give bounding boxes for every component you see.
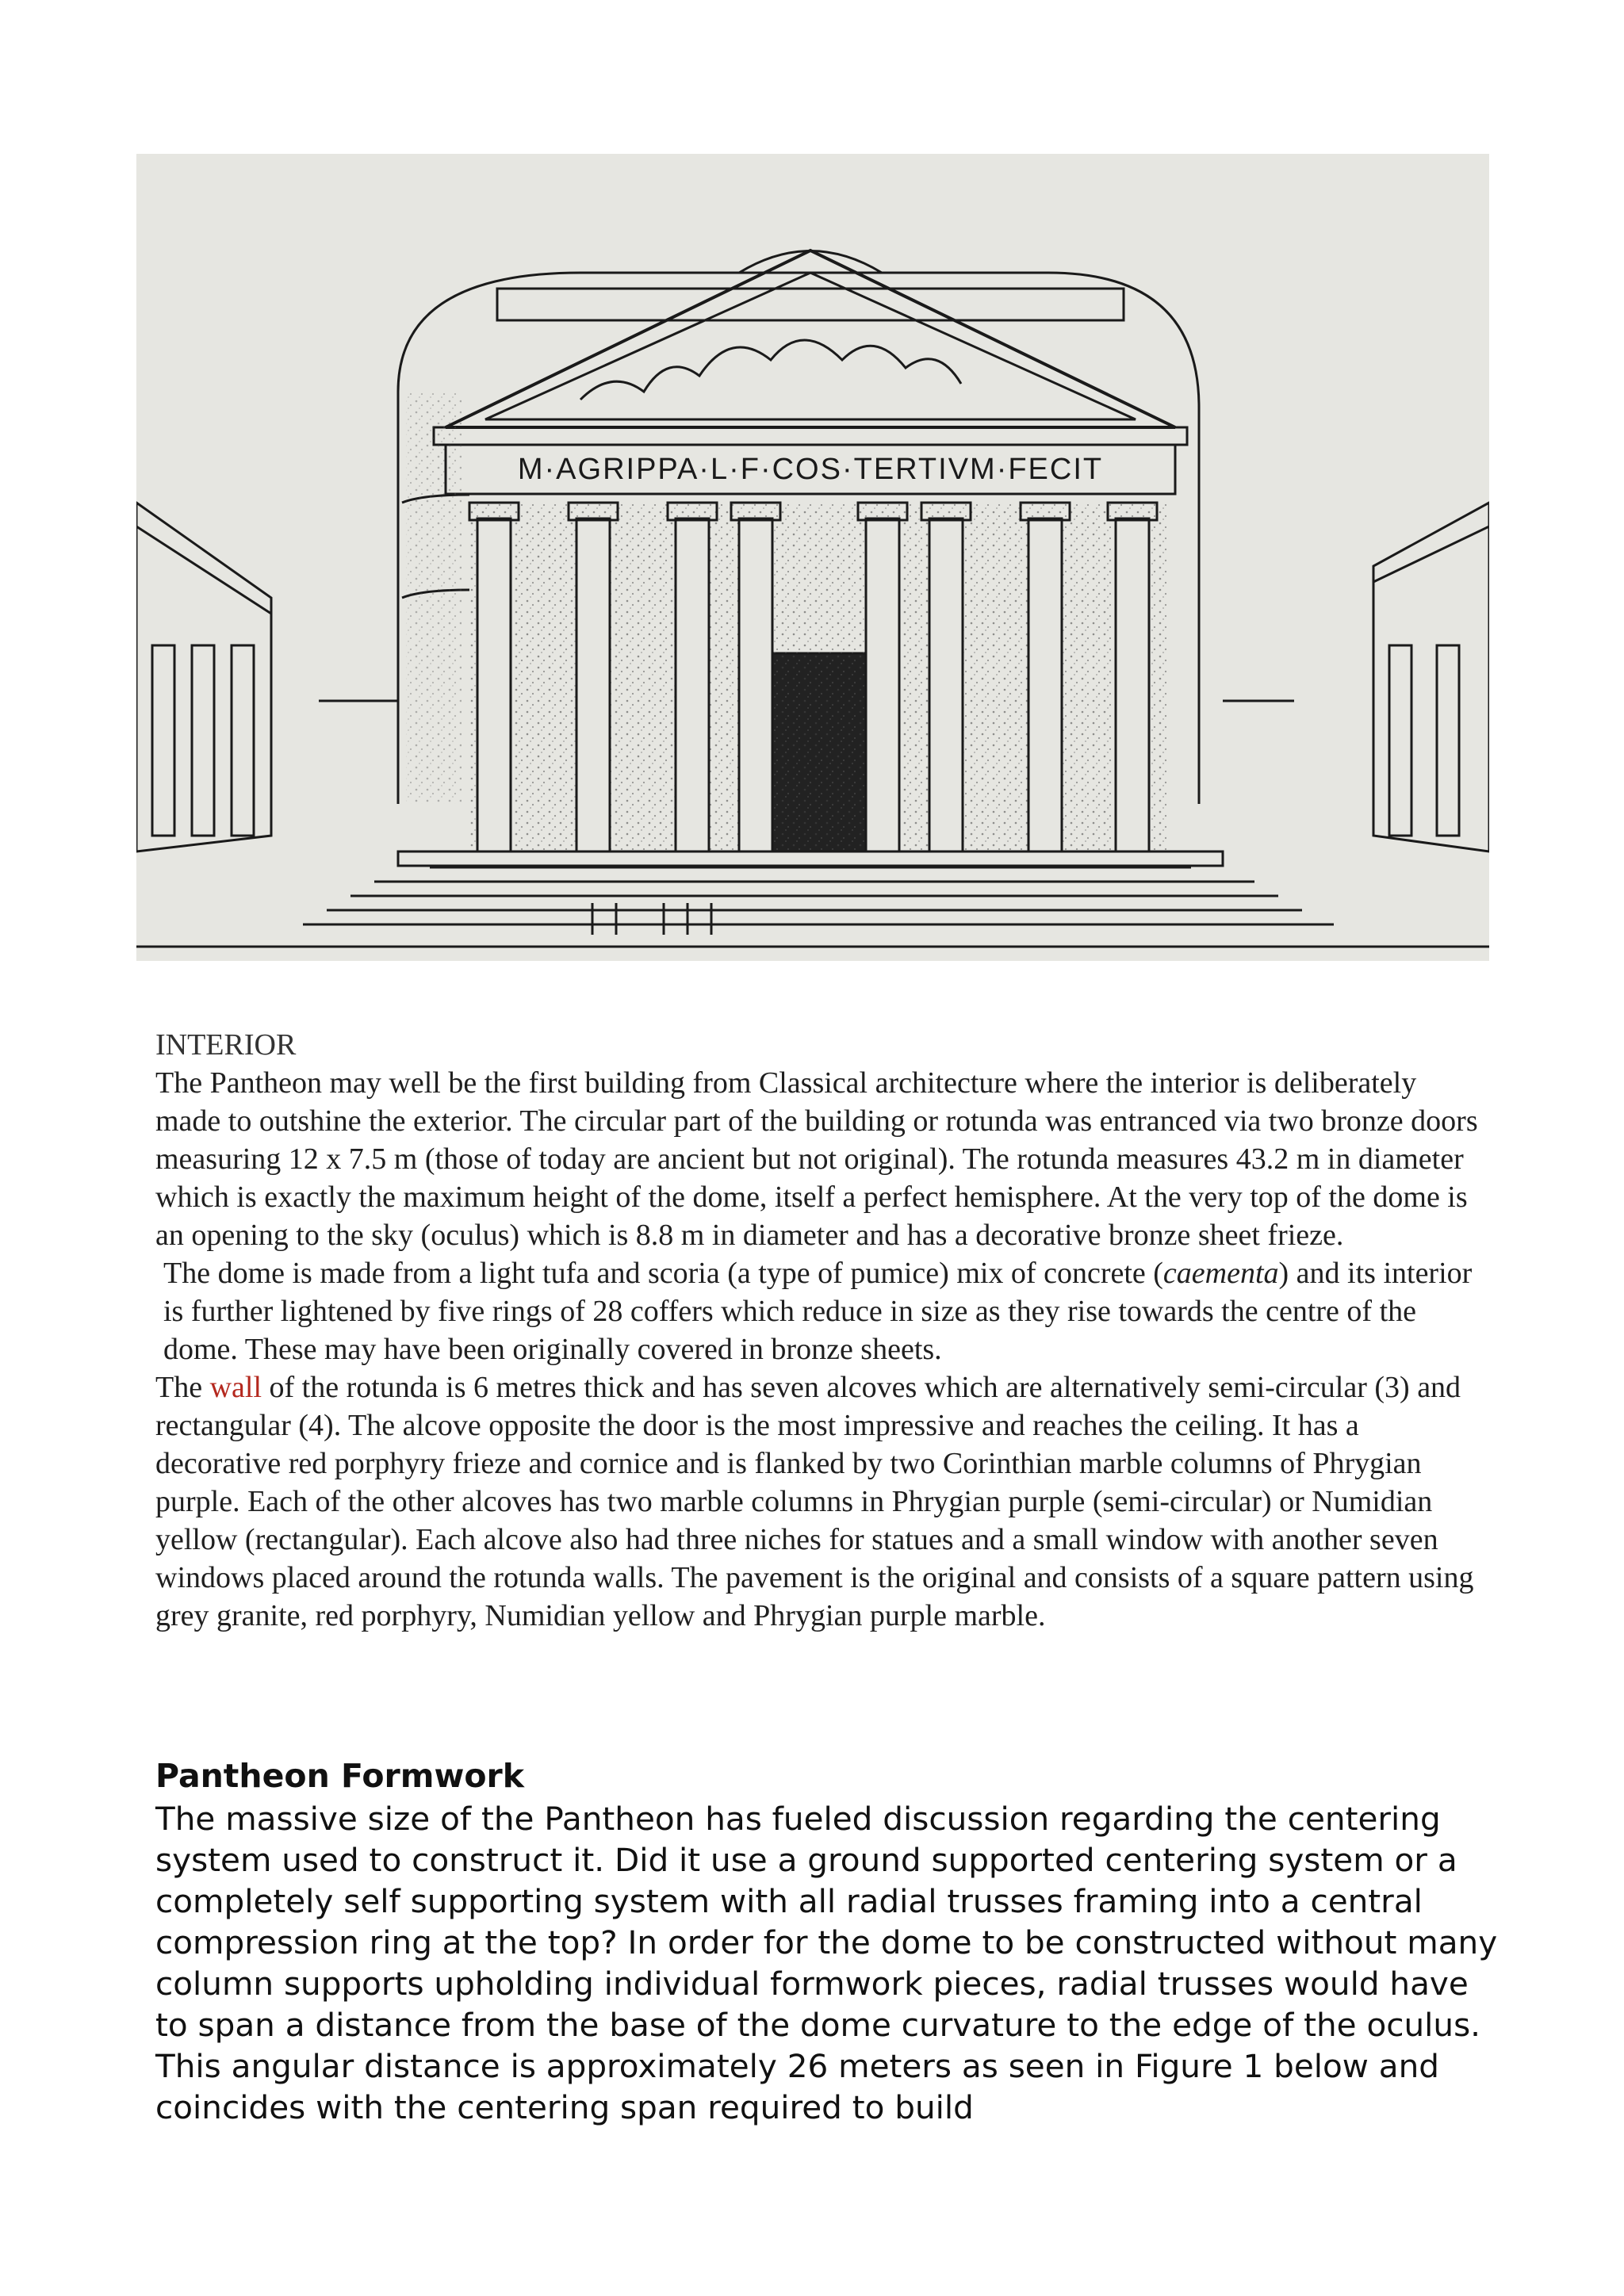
paragraph-3-text-a: The <box>155 1371 210 1404</box>
pantheon-illustration <box>136 154 1489 961</box>
attic-block <box>497 289 1124 320</box>
paragraph-2-text-a: The dome is made from a light tufa and scoria (a type of pumice) mix of concrete ( <box>163 1257 1163 1290</box>
dome-cap <box>739 251 882 274</box>
formwork-section <box>155 1754 1503 2128</box>
formwork-body: The massive size of the Pantheon has fueled discussion regarding the centering system used to construct it. Did it use a ground supported centering system or a completely self supporting system with all radial trusses framing into a central compression ring at the top? In order for the dome to be constructed without many column supports upholding individual formwork pieces, radial trusses would have to span a distance from the base of the dome curvature to the edge of the oculus. This angular distance is approximately 26 meters as seen in Figure 1 below and coincides with the centering span required to build <box>155 1800 1498 2126</box>
interior-section <box>155 1026 1488 1635</box>
formwork-title: Pantheon Formwork <box>155 1757 525 1795</box>
interior-heading: INTERIOR <box>155 1028 297 1062</box>
interior-paragraph-1: The Pantheon may well be the first building from Classical architecture where the interior is deliberately made to outshine the exterior. The circular part of the building or rotunda was entranced via two bronze doors measuring 12 x 7.5 m (those of today are ancient but not original). The rotunda measures 43.2 m in diameter which is exactly the maximum height of the dome, itself a perfect hemisphere. At the very top of the dome is an opening to the sky (oculus) which is 8.8 m in diameter and has a decorative bronze sheet frieze. <box>155 1066 1478 1252</box>
paragraph-2-text-b: ) and its interior is further lightened by five rings of 28 coffers which reduce in size as they rise towards the centre of the dome. These may have been originally covered in bronze sheets. <box>163 1257 1473 1366</box>
caementa-term: caementa <box>1162 1257 1279 1290</box>
interior-paragraph-2 <box>155 1254 1488 1368</box>
wall-link[interactable]: wall <box>209 1371 262 1404</box>
paragraph-3-text-b: of the rotunda is 6 metres thick and has seven alcoves which are alternatively semi-circular (3) and rectangular (4). The alcove opposite the door is the most impressive and reaches the ceiling. It has a decorative red porphyry frieze and cornice and is flanked by two Corinthian marble columns of Phrygian purple. Each of the other alcoves has two marble columns in Phrygian purple (semi-circular) or Numidian yellow (rectangular). Each alcove also had three niches for statues and a small window with another seven windows placed around the rotunda walls. The pavement is the original and consists of a square pattern using grey granite, red porphyry, Numidian yellow and Phrygian purple marble. <box>155 1371 1474 1632</box>
facade-inscription: M·AGRIPPA·L·F·COS·TERTIVM·FECIT <box>517 453 1104 486</box>
interior-paragraph-3 <box>155 1368 1488 1635</box>
pantheon-drawing <box>136 154 1489 961</box>
pediment <box>446 251 1175 427</box>
